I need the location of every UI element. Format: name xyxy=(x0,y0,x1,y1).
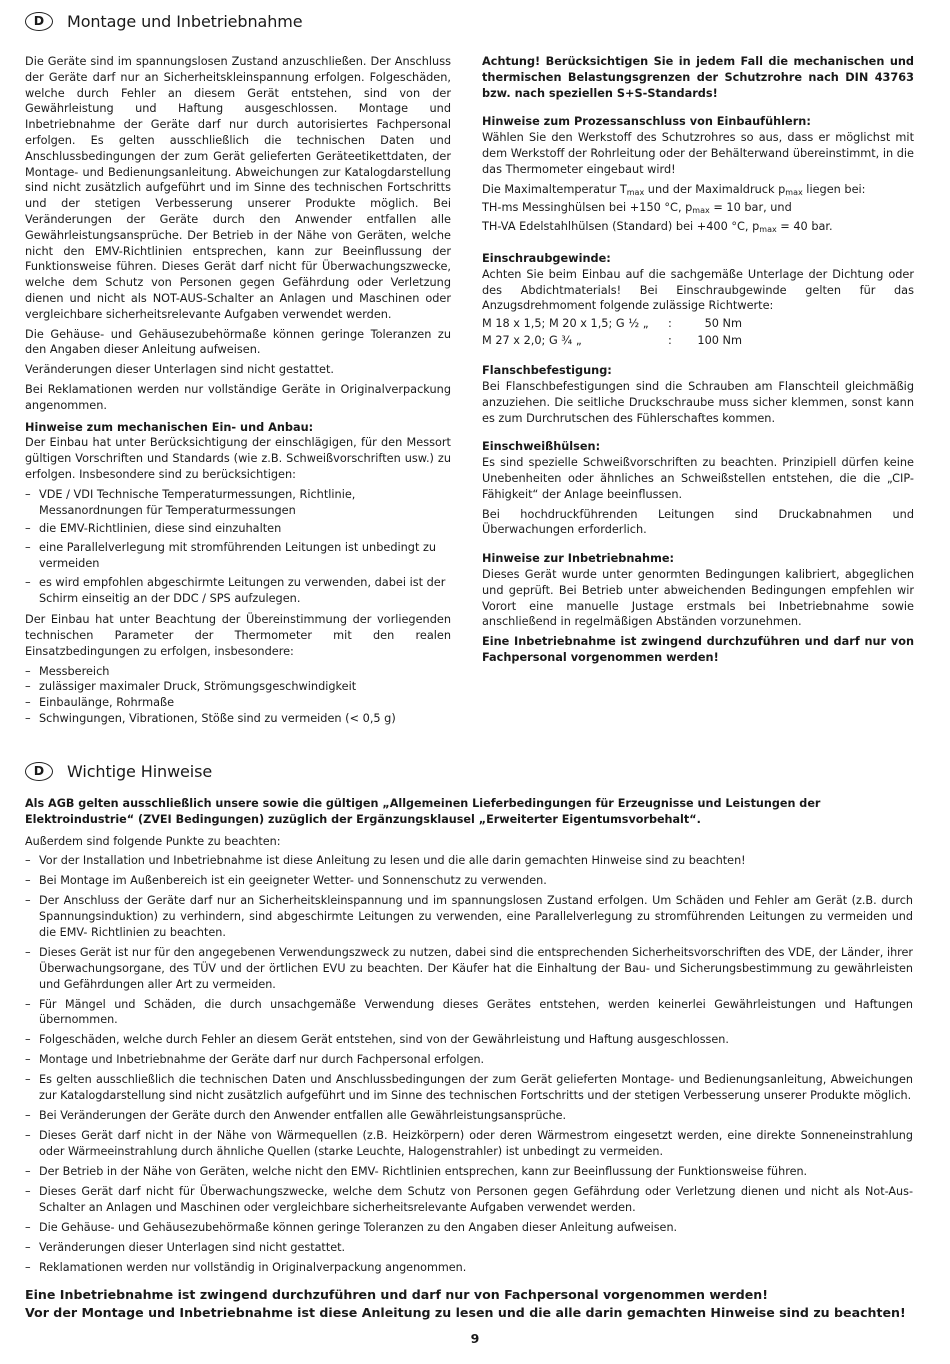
paragraph: Veränderungen dieser Unterlagen sind nicht gestattet. xyxy=(25,363,335,377)
list-item: – Es gelten ausschließlich die technischen Daten und Anschlussbedingungen der zum Gerät gelieferten Montage- und Bedienungsanleitung, Abweichungen zur Katalogdarstellung sind nicht zusätzlich aufgeführt und im Sinne des technischen Fortschritts und der stetigen Verbesserung unserer Produkte möglich. xyxy=(25,1072,913,1104)
torque-table xyxy=(482,316,914,349)
notes-list xyxy=(25,853,913,1275)
paragraph: Es sind spezielle Schweißvorschriften zu beachten. Prinzipiell dürfen keine Unebenheiten oder ähnliches an Schweißstellen entstehen, die die „CIP-Fähigkeit“ der Anlage beeinflussen. xyxy=(482,456,914,501)
list-item: – Schwingungen, Vibrationen, Stöße sind zu vermeiden (< 0,5 g) xyxy=(25,711,451,727)
mech-list xyxy=(25,487,451,607)
list-item: – Montage und Inbetriebnahme der Geräte darf nur durch Fachpersonal erfolgen. xyxy=(25,1052,913,1068)
torque-value: 50 Nm xyxy=(704,317,742,331)
list-item: – Für Mängel und Schäden, die durch unsachgemäße Verwendung dieses Gerätes entstehen, werden keinerlei Gewährleistungen und Haftungen übernommen. xyxy=(25,997,913,1029)
list-item: – Der Betrieb in der Nähe von Geräten, welche nicht den EMV- Richtlinien entsprechen, kann zur Beeinflussung der Funktionsweise führen. xyxy=(25,1164,913,1180)
list-item: – Dieses Gerät darf nicht in der Nähe von Wärmequellen (z.B. Heizkörpern) oder deren Wärmestrom eingesetzt werden, eine direkte Sonneneinstrahlung oder Wärmeeinstrahlung durch ähnliche Quellen (starke Leuchte, Halogenstrahler) ist unbedingt zu vermeiden. xyxy=(25,1128,913,1160)
subheading: Flanschbefestigung: xyxy=(482,364,612,378)
list-item: – Veränderungen dieser Unterlagen sind nicht gestattet. xyxy=(25,1240,913,1256)
warning-paragraph: Achtung! Berücksichtigen Sie in jedem Fall die mechanischen und thermischen Belastungsgrenzen der Schutzrohre nach DIN 43763 bzw. nach speziellen S+S-Standards! xyxy=(482,55,914,100)
section-title: Wichtige Hinweise xyxy=(67,762,213,781)
list-item: – Bei Montage im Außenbereich ist ein geeigneter Wetter- und Sonnenschutz zu verwenden. xyxy=(25,873,913,889)
torque-sep: : xyxy=(668,317,672,331)
right-column xyxy=(482,54,914,670)
list-item: – Bei Veränderungen der Geräte durch den Anwender entfallen alle Gewährleistungsansprüche. xyxy=(25,1108,913,1124)
section-title: Montage und Inbetriebnahme xyxy=(67,12,303,31)
important-notes xyxy=(25,796,913,1280)
list-item: – Einbaulänge, Rohrmaße xyxy=(25,695,451,711)
list-item: – Die Gehäuse- und Gehäusezubehörmaße können geringe Toleranzen zu den Angaben dieser Anleitung aufweisen. xyxy=(25,1220,913,1236)
list-item: – Dieses Gerät ist nur für den angegebenen Verwendungszweck zu nutzen, dabei sind die entsprechenden Sicherheitsvorschriften des VDE, der Länder, ihrer Überwachungsorgane, des TÜV und der örtlichen EVU zu beachten. Der Käufer hat die Einhaltung der Bau- und Sicherungsbestimmung zu gewährleisten und Gefährdungen aller Art zu vermeiden. xyxy=(25,945,913,992)
commission-bold: Eine Inbetriebnahme ist zwingend durchzuführen und darf nur von Fachpersonal vorgenommen werden! xyxy=(482,635,914,664)
left-column xyxy=(25,54,451,731)
paragraph: Die Gehäuse- und Gehäusezubehörmaße können geringe Toleranzen zu den Angaben dieser Anleitung aufweisen. xyxy=(25,327,451,357)
section-header-hinweise xyxy=(25,762,212,781)
paragraph: Dieses Gerät wurde unter genormten Bedingungen kalibriert, abgeglichen und geprüft. Bei Betrieb unter abweichenden Bedingungen empfehlen wir Vorort eine manuelle Justage erstmals bei Inbetriebnahme sowie anschließend in regelmäßigen Abständen vorzunehmen. xyxy=(482,567,914,629)
torque-sep: : xyxy=(668,333,672,347)
closing-line: Vor der Montage und Inbetriebnahme ist diese Anleitung zu lesen und die alle darin gemachten Hinweise sind zu beachten! xyxy=(25,1305,906,1320)
list-item: – es wird empfohlen abgeschirmte Leitungen zu verwenden, dabei ist der Schirm einseitig an der DDC / SPS aufzulegen. xyxy=(25,575,451,607)
subheading: Hinweise zur Inbetriebnahme: xyxy=(482,552,675,566)
intro: Außerdem sind folgende Punkte zu beachten: xyxy=(25,834,281,848)
list-item: – zulässiger maximaler Druck, Strömungsgeschwindigkeit xyxy=(25,679,451,695)
list-item: – Reklamationen werden nur vollständig in Originalverpackung angenommen. xyxy=(25,1260,913,1276)
install-list xyxy=(25,664,451,727)
language-badge: D xyxy=(25,762,53,781)
subheading: Einschweißhülsen: xyxy=(482,440,601,454)
page-number: 9 xyxy=(470,1331,480,1346)
torque-spec: M 27 x 2,0; G ¾ „ xyxy=(482,333,582,347)
section-header-montage xyxy=(25,12,303,31)
subheading: Einschraubgewinde: xyxy=(482,251,611,265)
paragraph: Bei Reklamationen werden nur vollständige Geräte in Originalverpackung angenommen. xyxy=(25,382,451,412)
paragraph: Bei Flanschbefestigungen sind die Schrauben am Flanschteil gleichmäßig anzuziehen. Die seitliche Druckschraube muss sicher klemmen, sonst kann es zum Durchrutschen des Fühlerschaftes kommen. xyxy=(482,379,914,425)
paragraph: Achten Sie beim Einbau auf die sachgemäße Unterlage der Dichtung oder des Abdichtmaterials! Bei Einschraubgewinde gelten für das Anzugsdrehmoment folgende zulässige Richtwerte: xyxy=(482,267,914,313)
list-item: – Messbereich xyxy=(25,664,451,680)
paragraph: Bei hochdruckführenden Leitungen sind Druckabnahmen und Überwachungen erforderlich. xyxy=(482,507,914,537)
list-item: – VDE / VDI Technische Temperaturmessungen, Richtlinie, Messanordnungen für Temperaturmessungen xyxy=(25,487,451,519)
list-item: – Folgeschäden, welche durch Fehler an diesem Gerät entstehen, sind von der Gewährleistung und Haftung ausgeschlossen. xyxy=(25,1032,913,1048)
torque-spec: M 18 x 1,5; M 20 x 1,5; G ½ „ xyxy=(482,317,649,331)
subheading: Hinweise zum Prozessanschluss von Einbaufühlern: xyxy=(482,115,811,129)
va-line: TH-VA Edelstahlhülsen (Standard) bei +400 °C, $p_{max} = 40$ bar. xyxy=(482,220,833,235)
torque-value: 100 Nm xyxy=(697,333,742,347)
subheading: Hinweise zum mechanischen Ein- und Anbau: xyxy=(25,420,314,434)
paragraph: Der Einbau hat unter Beachtung der Übereinstimmung der vorliegenden technischen Parameter der Thermometer mit den realen Einsatzbedingungen zu erfolgen, insbesondere: xyxy=(25,613,451,658)
ms-line: TH-ms Messinghülsen bei +150 °C, $p_{max} = 10$ bar, und xyxy=(482,201,792,216)
agb-lead: Als AGB gelten ausschließlich unsere sowie die gültigen „Allgemeinen Lieferbedingungen für Erzeugnisse und Leistungen der Elektroindustrie“ (ZVEI Bedingungen) zuzüglich der Ergänzungsklausel „Erweiterter Eigentumsvorbehalt“. xyxy=(25,797,821,826)
language-badge: D xyxy=(25,12,53,31)
list-item: – eine Parallelverlegung mit stromführenden Leitungen ist unbedingt zu vermeiden xyxy=(25,540,451,572)
closing-line: Eine Inbetriebnahme ist zwingend durchzuführen und darf nur von Fachpersonal vorgenommen werden! xyxy=(25,1287,768,1302)
paragraph: Der Einbau hat unter Berücksichtigung der einschlägigen, für den Messort gültigen Vorschriften und Standards (wie z.B. Schweißvorschriften usw.) zu erfolgen. Insbesondere sind zu berücksichtigen: xyxy=(25,436,451,481)
list-item: – Der Anschluss der Geräte darf nur an Sicherheitskleinspannung und im spannungslosen Zustand erfolgen. Um Schäden und Fehler am Gerät (z.B. durch Spannungsinduktion) zu verhindern, sind abgeschirmte Leitungen zu verwenden, eine Parallelverlegung zu stromführenden Leitungen zu vermeiden und die EMV- Richtlinien zu beachten. xyxy=(25,893,913,940)
paragraph: Wählen Sie den Werkstoff des Schutzrohres so aus, dass er möglichst mit dem Werkstoff der Rohrleitung oder der Behälterwand übereinstimmt, in die das Thermometer eingebaut wird! xyxy=(482,131,914,176)
list-item: – die EMV-Richtlinien, diese sind einzuhalten xyxy=(25,521,451,537)
list-item: – Dieses Gerät darf nicht für Überwachungszwecke, welche dem Schutz von Personen gegen Gefährdung oder Verletzung dienen und nicht als Not-Aus-Schalter an Anlagen und Maschinen oder vergleichbare sicherheitsrelevante Aufgaben verwendet werden. xyxy=(25,1184,913,1216)
paragraph: Die Geräte sind im spannungslosen Zustand anzuschließen. Der Anschluss der Geräte darf nur an Sicherheitskleinspannung erfolgen. Folgeschäden, welche durch Fehler an diesem Gerät entstehen, sind von der Gewährleistung und Haftung ausgeschlossen. Montage und Inbetriebnahme der Geräte darf nur durch autorisiertes Fachpersonal erfolgen. Es gelten ausschließlich die technischen Daten und Anschlussbedingungen der zum Gerät gelieferten Geräteetikettdaten, der Montage- und Bedienungsanleitung. Abweichungen zur Katalogdarstellung sind nicht zusätzlich aufgeführt und im Sinne des technischen Fortschritts und der stetigen Verbesserung unserer Produkte möglich. Bei Veränderungen der Geräte durch den Anwender entfallen alle Gewährleistungsansprüche. Der Betrieb in der Nähe von Geräten, welche nicht den EMV-Richtlinien entsprechen, kann zur Beeinflussung der Funktionsweise führen. Dieses Gerät darf nicht für Überwachungszwecke, welche dem Schutz von Personen gegen Gefährdung oder Verletzung dienen und nicht als NOT-AUS-Schalter an Anlagen und Maschinen oder vergleichbare sicherheitsrelevante Aufgaben verwendet werden. xyxy=(25,55,451,321)
list-item: – Vor der Installation und Inbetriebnahme ist diese Anleitung zu lesen und die alle darin gemachten Hinweise sind zu beachten! xyxy=(25,853,913,869)
max-values-line: Die Maximaltemperatur $T_{max}$ und der Maximaldruck $p_{max}$ liegen bei: xyxy=(482,182,866,197)
closing-statements xyxy=(25,1286,925,1322)
